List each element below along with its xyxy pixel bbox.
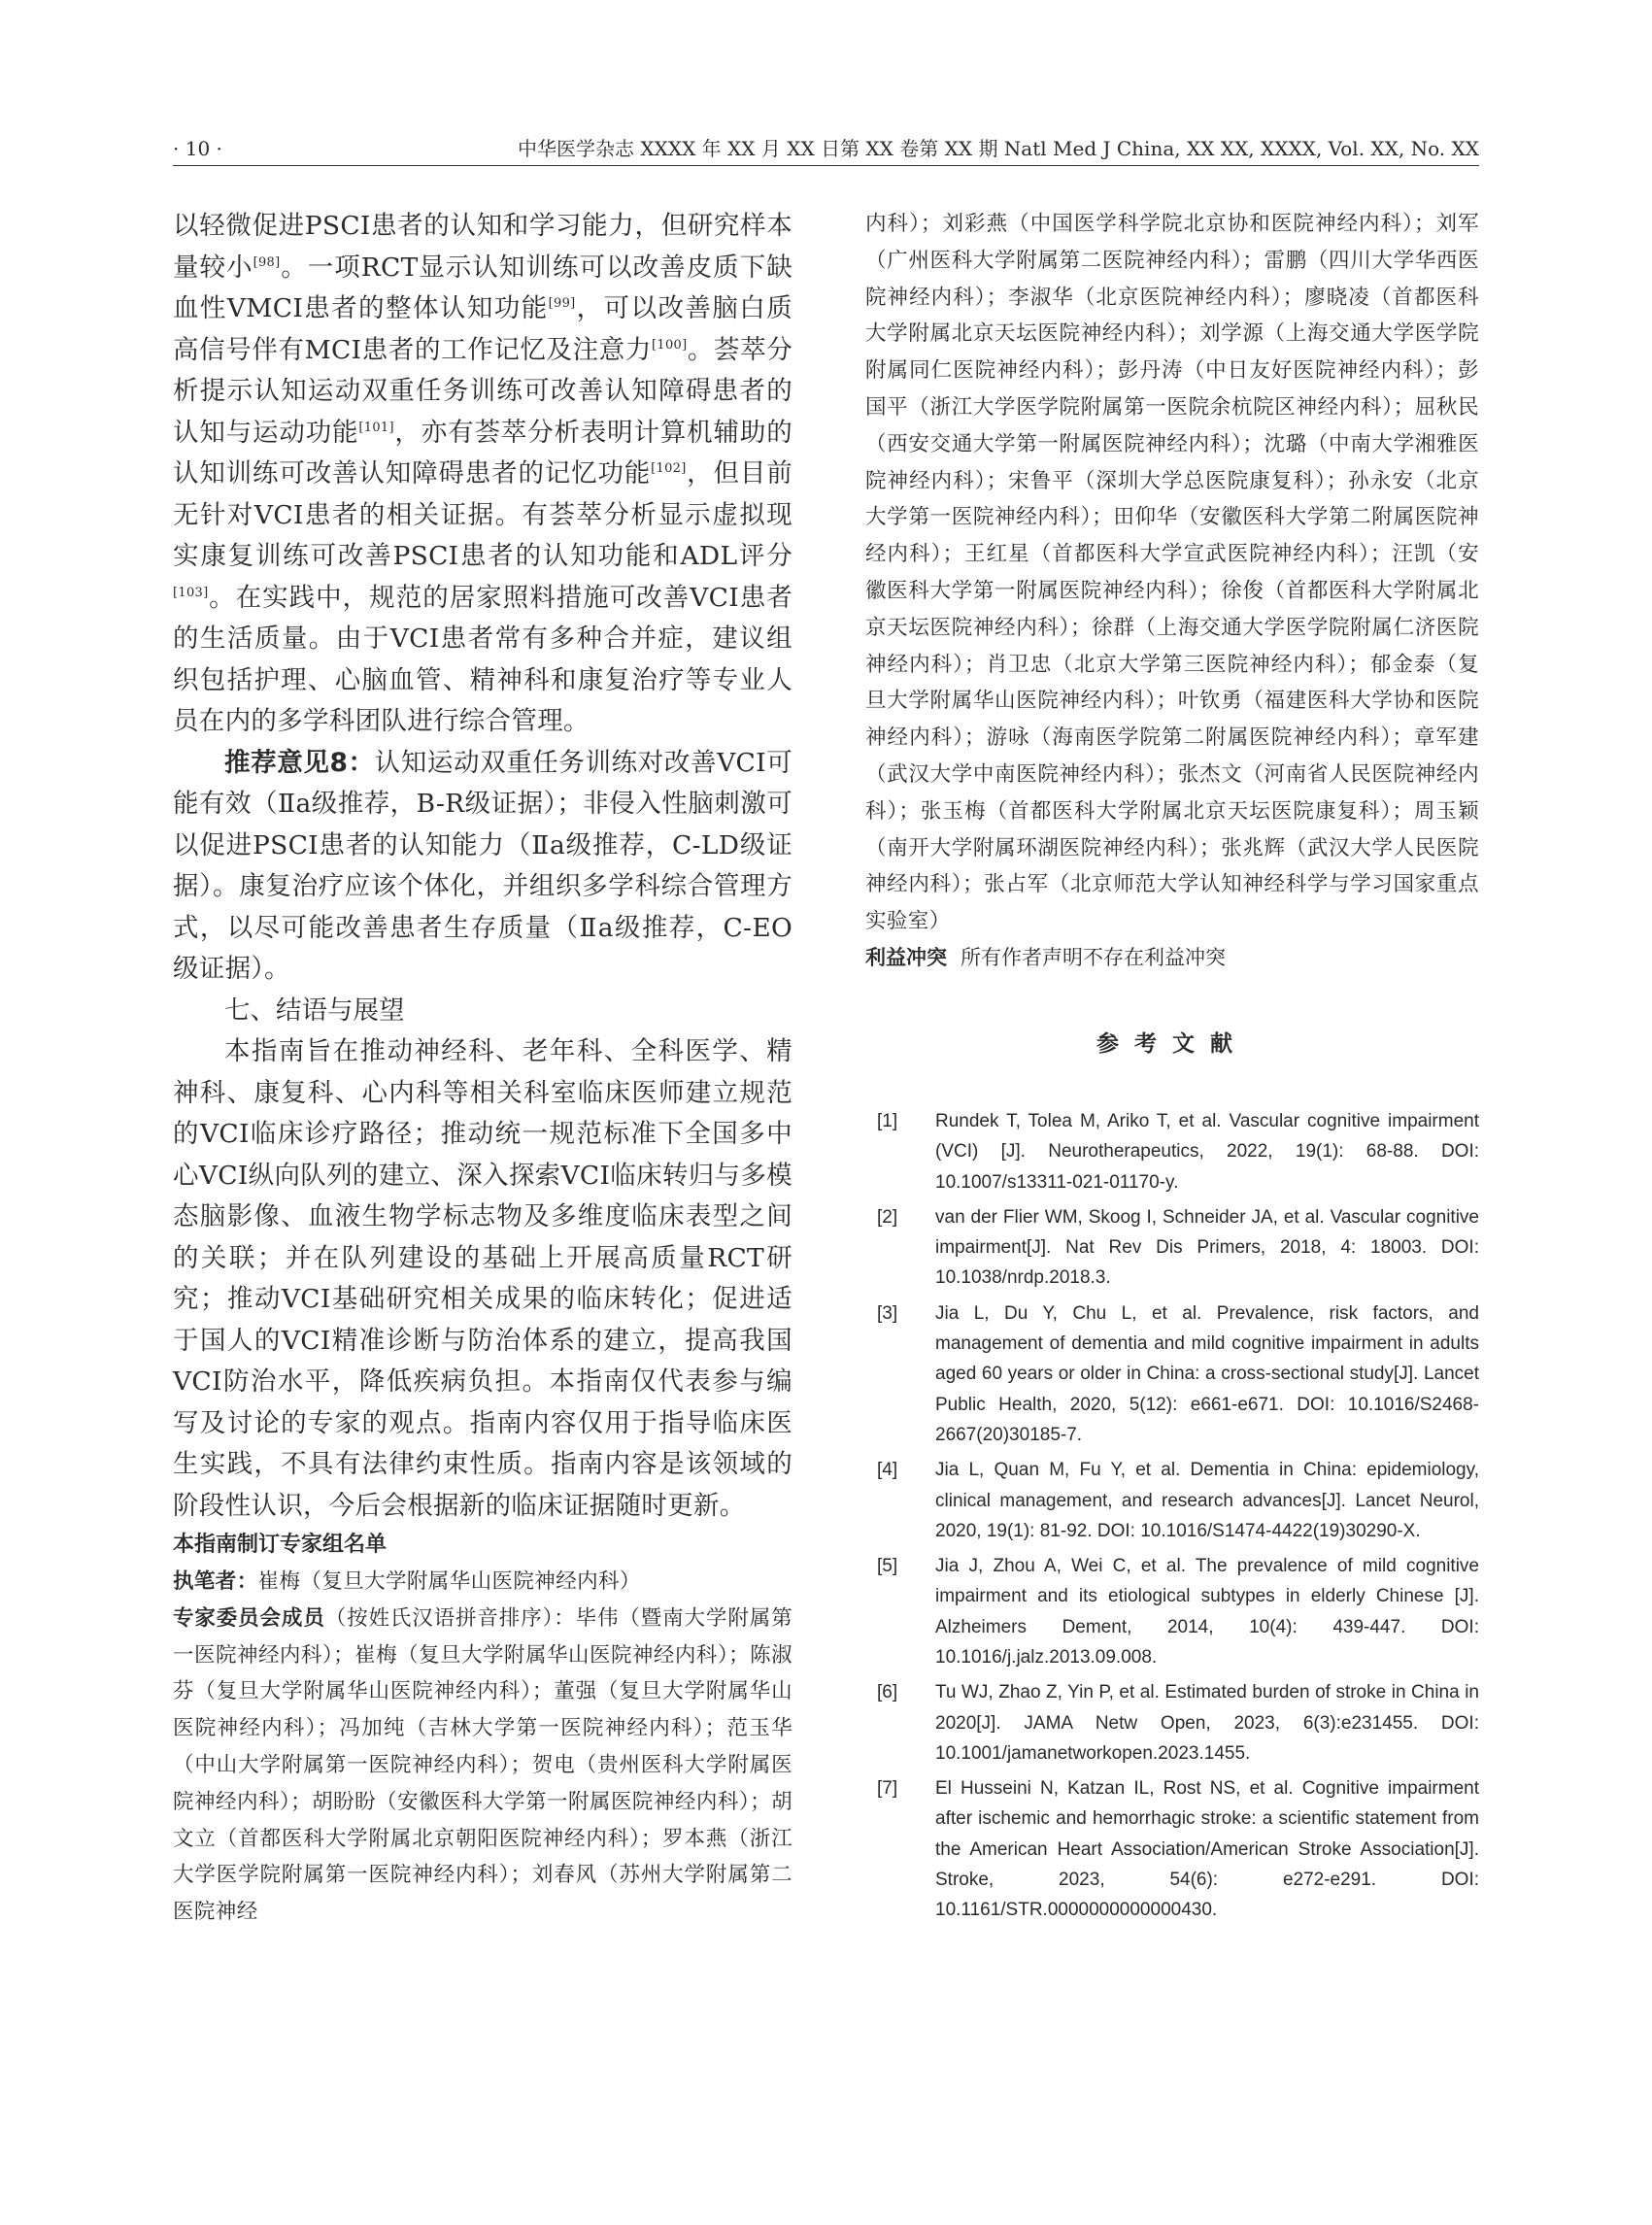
page-number: · 10 · <box>173 137 222 160</box>
text-run: 以轻微促进PSCI患者的认知和学习能力，但研究样本量较小 <box>173 211 792 283</box>
section-heading: 七、结语与展望 <box>224 995 405 1026</box>
recommendation-label: 推荐意见8： <box>224 747 375 778</box>
conclusion-paragraph: 本指南旨在推动神经科、老年科、全科医学、精神科、康复科、心内科等相关科室临床医师建立规范的VCI临床诊疗路径；推动统一规范标准下全国多中心VCI纵向队列的建立、深入探索VCI临床转归与多模态脑影像、血液生物学标志物及多维度临床表型之间的关联；并在队列建设的基础上开展高质量RCT研究；推动VCI基础研究相关成果的临床转化；促进适于国人的VCI精准诊断与防治体系的建立，提高我国VCI防治水平，降低疾病负担。本指南仅代表参与编写及讨论的专家的观点。指南内容仅用于指导临床医生实践，不具有法律约束性质。指南内容是该领域的阶段性认识，今后会根据新的临床证据随时更新。 <box>173 1036 792 1521</box>
reference-item <box>865 1677 1479 1769</box>
coi-text: 所有作者声明不存在利益冲突 <box>961 945 1226 969</box>
reference-item <box>865 1202 1479 1294</box>
reference-number: [4] <box>877 1460 898 1481</box>
committee-members <box>173 1601 792 1931</box>
header-rule <box>173 165 1479 166</box>
citation: [103] <box>173 585 209 600</box>
members-label: 专家委员会成员 <box>173 1605 325 1631</box>
citation: [102] <box>651 461 687 477</box>
text-run: ，亦有荟萃分析表明计算机辅助的认知训练可改善认知障碍患者的记忆功能 <box>173 417 793 489</box>
citation: [101] <box>358 420 394 435</box>
recommendation-paragraph <box>173 743 792 991</box>
reference-item <box>865 1106 1479 1197</box>
citation: [99] <box>548 296 576 312</box>
references-heading: 参考文献 <box>1096 1030 1248 1057</box>
reference-item <box>865 1773 1479 1925</box>
reference-list <box>865 1106 1479 1926</box>
reference-item <box>865 1455 1479 1546</box>
text-run: ，但目前无针对VCI患者的相关证据。有荟萃分析显示虚拟现实康复训练可改善PSCI患者的认知功能和ADL评分 <box>173 458 792 571</box>
members-text: （按姓氏汉语拼音排序）：毕伟（暨南大学附属第一医院神经内科）；崔梅（复旦大学附属华山医院神经内科）；陈淑芬（复旦大学附属华山医院神经内科）；董强（复旦大学附属华山医院神经内科）；冯加纯（吉林大学第一医院神经内科）；范玉华（中山大学附属第一医院神经内科）；贺电（贵州医科大学附属医院神经内科）；胡盼盼（安徽医科大学第一附属医院神经内科）；胡文立（首都医科大学附属北京朝阳医院神经内科）；罗本燕（浙江大学医学院附属第一医院神经内科）；刘春风（苏州大学附属第二医院神经 <box>173 1605 792 1925</box>
coi-label: 利益冲突 <box>865 945 947 969</box>
right-column <box>865 206 1479 1931</box>
reference-number: [6] <box>877 1682 898 1703</box>
recommendation-text: 认知运动双重任务训练对改善VCI可能有效（Ⅱa级推荐，B-R级证据）；非侵入性脑刺激可以促进PSCI患者的认知能力（Ⅱa级推荐，C-LD级证据）。康复治疗应该个体化，并组织多学科综合管理方式，以尽可能改善患者生存质量（Ⅱa级推荐，C-EO级证据）。 <box>173 747 792 984</box>
text-run: 。在实践中，规范的居家照料措施可改善VCI患者的生活质量。由于VCI患者常有多种合并症，建议组织包括护理、心脑血管、精神科和康复治疗等专业人员在内的多学科团队进行综合管理。 <box>173 582 792 736</box>
reference-number: [1] <box>877 1110 898 1131</box>
citation: [98] <box>253 254 281 270</box>
body-paragraph <box>173 206 792 743</box>
reference-text: Tu WJ, Zhao Z, Yin P, et al. Estimated burden of stroke in China in 2020[J]. JAMA Netw Open, 2023, 6(3):e231455. DOI: 10.1001/jamanetworkopen.2023.1455. <box>935 1682 1479 1764</box>
reference-text: Jia L, Quan M, Fu Y, et al. Dementia in China: epidemiology, clinical management, and research advances[J]. Lancet Neurol, 2020, 19(1): 81-92. DOI: 10.1016/S1474-4422(19)30290-X. <box>935 1460 1479 1541</box>
writer-text: 崔梅（复旦大学附属华山医院神经内科） <box>257 1569 641 1594</box>
writer-label: 执笔者： <box>173 1569 258 1594</box>
left-column <box>173 206 792 1931</box>
text-run: ，可以改善脑白质高信号伴有MCI患者的工作记忆及注意力 <box>173 293 793 365</box>
reference-text: van der Flier WM, Skoog I, Schneider JA, et al. Vascular cognitive impairment[J]. Nat Rev Dis Primers, 2018, 4: 18003. DOI: 10.1038/nrdp.2018.3. <box>935 1206 1479 1289</box>
expert-group-title: 本指南制订专家组名单 <box>173 1533 388 1557</box>
citation: [100] <box>652 337 688 353</box>
reference-number: [5] <box>877 1556 898 1577</box>
reference-item <box>865 1298 1479 1450</box>
committee-members-continued: 内科）；刘彩燕（中国医学科学院北京协和医院神经内科）；刘军（广州医科大学附属第二医院神经内科）；雷鹏（四川大学华西医院神经内科）；李淑华（北京医院神经内科）；廖晓凌（首都医科大学附属北京天坛医院神经内科）；刘学源（上海交通大学医学院附属同仁医院神经内科）；彭丹涛（中日友好医院神经内科）；彭国平（浙江大学医学院附属第一医院余杭院区神经内科）；屈秋民（西安交通大学第一附属医院神经内科）；沈璐（中南大学湘雅医院神经内科）；宋鲁平（深圳大学总医院康复科）；孙永安（北京大学第一医院神经内科）；田仰华（安徽医科大学第二附属医院神经内科）；王红星（首都医科大学宣武医院神经内科）；汪凯（安徽医科大学第一附属医院神经内科）；徐俊（首都医科大学附属北京天坛医院神经内科）；徐群（上海交通大学医学院附属仁济医院神经内科）；肖卫忠（北京大学第三医院神经内科）；郁金泰（复旦大学附属华山医院神经内科）；叶钦勇（福建医科大学协和医院神经内科）；游咏（海南医学院第二附属医院神经内科）；章军建（武汉大学中南医院神经内科）；张杰文（河南省人民医院神经内科）；张玉梅（首都医科大学附属北京天坛医院康复科）；周玉颖（南开大学附属环湖医院神经内科）；张兆辉（武汉大学人民医院神经内科）；张占军（北京师范大学认知神经科学与学习国家重点实验室） <box>865 212 1479 934</box>
reference-number: [3] <box>877 1302 898 1324</box>
conflict-of-interest <box>865 940 1479 975</box>
reference-item <box>865 1551 1479 1672</box>
reference-text: Jia L, Du Y, Chu L, et al. Prevalence, risk factors, and management of dementia and mild cognitive impairment in adults aged 60 years or older in China: a cross-sectional study[J]. Lancet Public Health, 2020, 5(12): e661-e671. DOI: 10.1016/S2468-2667(20)30185-7. <box>935 1302 1479 1445</box>
reference-text: Rundek T, Tolea M, Ariko T, et al. Vascular cognitive impairment (VCI) [J]. Neurotherapeutics, 2022, 19(1): 68-88. DOI: 10.1007/s13311-021-01170-y. <box>935 1110 1479 1193</box>
reference-number: [7] <box>877 1778 898 1800</box>
reference-text: Jia J, Zhou A, Wei C, et al. The prevalence of mild cognitive impairment and its etiological subtypes in elderly Chinese [J]. Alzheimers Dement, 2014, 10(4): 439-447. DOI: 10.1016/j.jalz.2013.09.008. <box>935 1556 1479 1668</box>
reference-text: El Husseini N, Katzan IL, Rost NS, et al. Cognitive impairment after ischemic and hemorrhagic stroke: a scientific statement from the American Heart Association/American Stroke Association[J]. Stroke, 2023, 54(6): e272-e291. DOI: 10.1161/STR.0000000000000430. <box>935 1778 1479 1921</box>
journal-citation-line: 中华医学杂志 XXXX 年 XX 月 XX 日第 XX 卷第 XX 期 Natl Med J China, XX XX, XXXX, Vol. XX, No. XX <box>518 137 1479 160</box>
running-header <box>173 132 1479 165</box>
text-run: 。一项RCT显示认知训练可以改善皮质下缺血性VMCI患者的整体认知功能 <box>173 252 792 323</box>
writer-line <box>173 1564 792 1601</box>
text-run: 。荟萃分析提示认知运动双重任务训练可改善认知障碍患者的认知与运动功能 <box>173 334 793 448</box>
reference-number: [2] <box>877 1206 898 1228</box>
